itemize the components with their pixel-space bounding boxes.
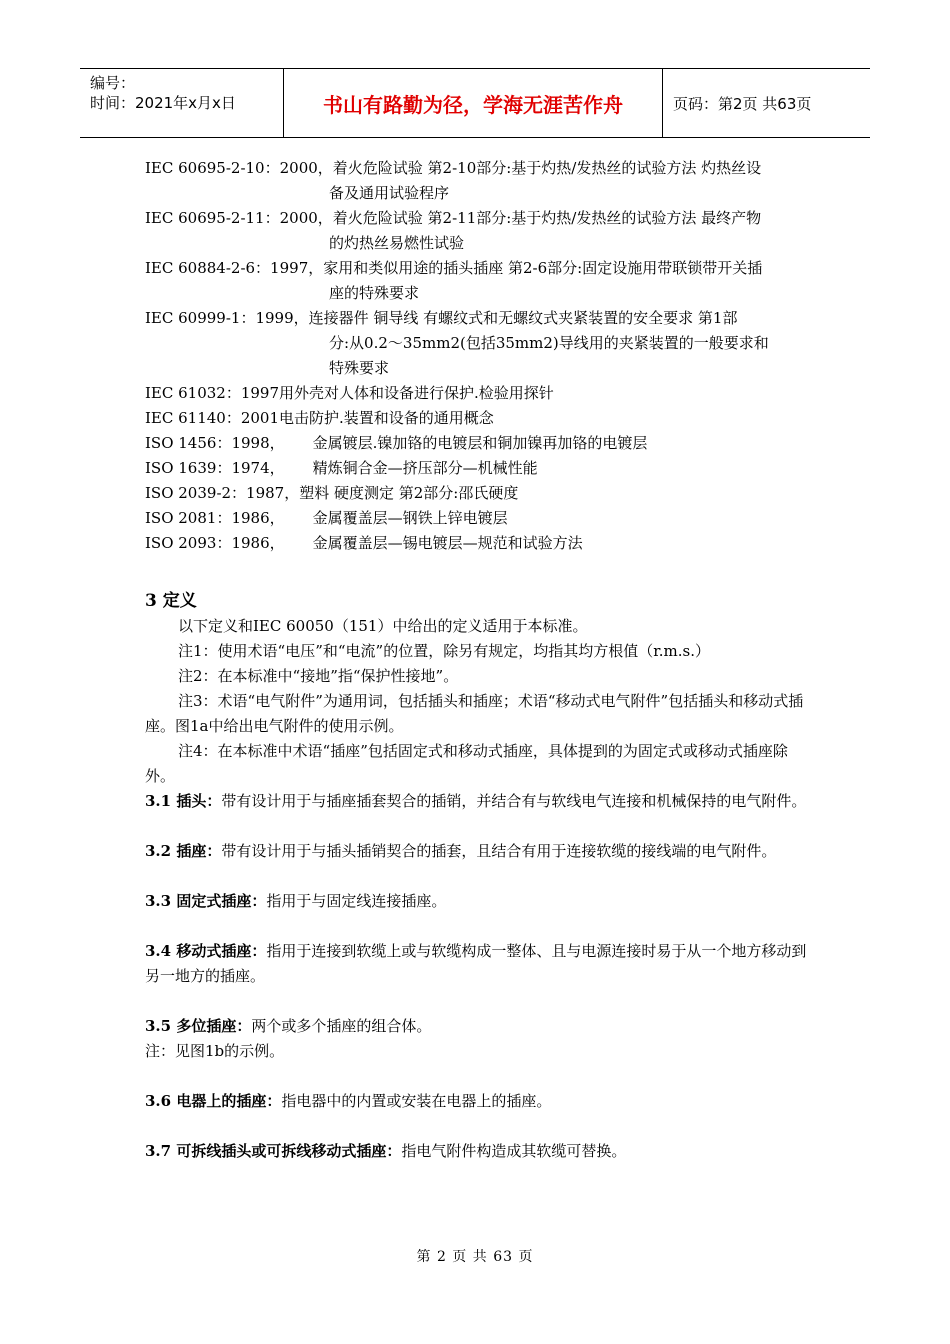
header-meta — [80, 69, 283, 137]
note: 注4：在本标准中术语“插座”包括固定式和移动式插座，具体提到的为固定式或移动式插座除外。 — [145, 742, 788, 785]
definition-term: 3.4 移动式插座： — [145, 942, 267, 960]
note: 注2：在本标准中“接地”指“保护性接地”。 — [178, 667, 459, 685]
definition: 3.2 插座：带有设计用于与插头插销契合的插套，且结合有用于连接软缆的接线端的电气附件。 — [145, 842, 777, 860]
header-motto: 书山有路勤为径，学海无涯苦作舟 — [283, 69, 663, 137]
section-intro: 以下定义和IEC 60050（151）中给出的定义适用于本标准。 — [178, 617, 588, 635]
section-title: 3 定义 — [145, 591, 197, 611]
definition-term: 3.3 固定式插座： — [145, 892, 267, 910]
definition: 3.7 可拆线插头或可拆线移动式插座：指电气附件构造成其软缆可替换。 — [145, 1142, 627, 1160]
time-label: 时间：2021年x月x日 — [90, 94, 236, 112]
reference-item: ISO 2093：1986， 金属覆盖层—锡电镀层—规范和试验方法 — [145, 534, 583, 552]
definition: 3.1 插头：带有设计用于与插座插套契合的插销，并结合有与软线电气连接和机械保持的电气附件。 — [145, 792, 807, 810]
reference-item: IEC 60695-2-11：2000，着火危险试验 第2-11部分:基于灼热/发热丝的试验方法 最终产物 的灼热丝易燃性试验 — [145, 209, 762, 252]
definition-term: 3.5 多位插座： — [145, 1017, 252, 1035]
definition: 3.5 多位插座：两个或多个插座的组合体。 — [145, 1017, 432, 1035]
definition-note: 注：见图1b的示例。 — [145, 1042, 285, 1060]
definition: 3.4 移动式插座：指用于连接到软缆上或与软缆构成一整体、且与电源连接时易于从一个地方移动到另一地方的插座。 — [145, 942, 807, 985]
reference-item: IEC 60884-2-6：1997，家用和类似用途的插头插座 第2-6部分:固定设施用带联锁带开关插 座的特殊要求 — [145, 259, 763, 302]
page-footer: 第 2 页 共 63 页 — [416, 1249, 534, 1265]
note: 注1：使用术语“电压”和“电流”的位置，除另有规定，均指其均方根值（r.m.s.） — [178, 642, 710, 660]
number-label: 编号： — [90, 74, 136, 92]
page-header — [80, 68, 870, 138]
reference-item: ISO 1456：1998， 金属镀层.镍加铬的电镀层和铜加镍再加铬的电镀层 — [145, 434, 648, 452]
reference-item: ISO 1639：1974， 精炼铜合金—挤压部分—机械性能 — [145, 459, 538, 477]
reference-item: IEC 60695-2-10：2000，着火危险试验 第2-10部分:基于灼热/发热丝的试验方法 灼热丝设 备及通用试验程序 — [145, 159, 762, 202]
reference-item: ISO 2039-2：1987，塑料 硬度测定 第2部分:邵氏硬度 — [145, 484, 519, 502]
header-page-info: 页码：第2页 共63页 — [673, 94, 812, 113]
reference-item: IEC 60999-1：1999，连接器件 铜导线 有螺纹式和无螺纹式夹紧装置的安全要求 第1部 分:从0.2～35mm2(包括35mm2)导线用的夹紧装置的一般要求和 特殊要求 — [145, 309, 769, 377]
document-body — [145, 156, 813, 1164]
reference-item: ISO 2081：1986， 金属覆盖层—钢铁上锌电镀层 — [145, 509, 508, 527]
definition-term: 3.6 电器上的插座： — [145, 1092, 282, 1110]
reference-item: IEC 61140：2001电击防护.装置和设备的通用概念 — [145, 409, 494, 427]
reference-item: IEC 61032：1997用外壳对人体和设备进行保护.检验用探针 — [145, 384, 554, 402]
definition-term: 3.1 插头： — [145, 792, 222, 810]
definition: 3.6 电器上的插座：指电器中的内置或安装在电器上的插座。 — [145, 1092, 552, 1110]
definition: 3.3 固定式插座：指用于与固定线连接插座。 — [145, 892, 447, 910]
definition-term: 3.2 插座： — [145, 842, 222, 860]
note: 注3：术语“电气附件”为通用词，包括插头和插座；术语“移动式电气附件”包括插头和移动式插座。图1a中给出电气附件的使用示例。 — [145, 692, 804, 735]
definition-term: 3.7 可拆线插头或可拆线移动式插座： — [145, 1142, 402, 1160]
